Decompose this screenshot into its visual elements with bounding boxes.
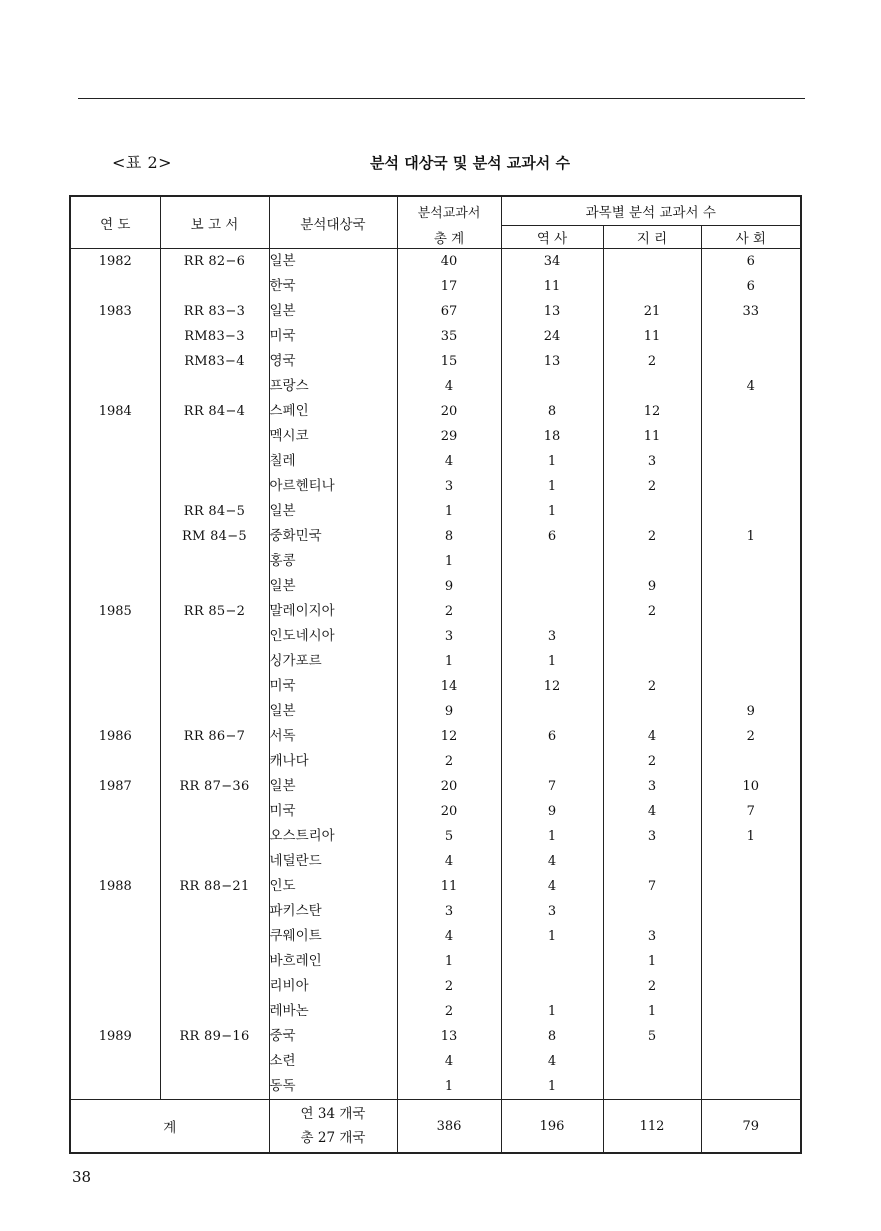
cell-total: 1: [397, 949, 501, 974]
cell-geography: 1: [603, 949, 701, 974]
cell-country: 동독: [269, 1074, 397, 1100]
cell-report: RR 85−2: [160, 599, 269, 624]
cell-total: 5: [397, 824, 501, 849]
cell-geography: [603, 374, 701, 399]
cell-social: 33: [701, 299, 801, 324]
cell-year: [70, 649, 160, 674]
footer-total: 386: [397, 1100, 501, 1154]
cell-history: 6: [501, 724, 603, 749]
cell-social: [701, 574, 801, 599]
cell-total: 4: [397, 1049, 501, 1074]
cell-report: [160, 849, 269, 874]
cell-geography: [603, 549, 701, 574]
cell-report: [160, 624, 269, 649]
cell-social: [701, 874, 801, 899]
cell-history: [501, 949, 603, 974]
cell-social: [701, 624, 801, 649]
cell-country: 인도: [269, 874, 397, 899]
header-textbooks-top: 분석교과서: [397, 196, 501, 226]
cell-total: 3: [397, 899, 501, 924]
cell-country: 일본: [269, 699, 397, 724]
table-row: [70, 974, 801, 999]
cell-history: [501, 574, 603, 599]
cell-report: [160, 274, 269, 299]
cell-year: 1982: [70, 249, 160, 275]
cell-report: [160, 424, 269, 449]
cell-total: 1: [397, 549, 501, 574]
table-row: [70, 449, 801, 474]
cell-year: 1983: [70, 299, 160, 324]
cell-year: [70, 949, 160, 974]
cell-history: 4: [501, 1049, 603, 1074]
cell-country: 한국: [269, 274, 397, 299]
table-row: [70, 749, 801, 774]
cell-country: 싱가포르: [269, 649, 397, 674]
cell-country: 일본: [269, 574, 397, 599]
cell-total: 29: [397, 424, 501, 449]
cell-history: [501, 374, 603, 399]
table-row: [70, 999, 801, 1024]
cell-report: RM 84−5: [160, 524, 269, 549]
cell-report: [160, 474, 269, 499]
cell-country: 미국: [269, 674, 397, 699]
cell-history: 1: [501, 1074, 603, 1100]
textbook-analysis-table: [69, 195, 802, 1154]
cell-year: [70, 274, 160, 299]
header-textbooks-bottom: 총 계: [397, 226, 501, 249]
cell-report: [160, 799, 269, 824]
cell-total: 13: [397, 1024, 501, 1049]
cell-geography: 2: [603, 524, 701, 549]
cell-social: [701, 999, 801, 1024]
header-geography: 지 리: [603, 226, 701, 249]
cell-social: [701, 849, 801, 874]
cell-year: [70, 324, 160, 349]
cell-social: [701, 449, 801, 474]
cell-social: 1: [701, 824, 801, 849]
cell-country: 소련: [269, 1049, 397, 1074]
cell-total: 8: [397, 524, 501, 549]
cell-year: [70, 424, 160, 449]
cell-report: RM83−4: [160, 349, 269, 374]
cell-country: 중국: [269, 1024, 397, 1049]
cell-history: 6: [501, 524, 603, 549]
cell-report: [160, 449, 269, 474]
table-row: [70, 899, 801, 924]
cell-country: 미국: [269, 324, 397, 349]
header-history: 역 사: [501, 226, 603, 249]
cell-history: 11: [501, 274, 603, 299]
cell-country: 쿠웨이트: [269, 924, 397, 949]
cell-geography: [603, 624, 701, 649]
table-row: [70, 599, 801, 624]
cell-total: 2: [397, 974, 501, 999]
cell-country: 오스트리아: [269, 824, 397, 849]
cell-geography: [603, 649, 701, 674]
cell-year: [70, 1074, 160, 1100]
cell-geography: 4: [603, 724, 701, 749]
cell-total: 9: [397, 699, 501, 724]
cell-geography: [603, 699, 701, 724]
cell-geography: 2: [603, 349, 701, 374]
header-social: 사 회: [701, 226, 801, 249]
cell-year: 1986: [70, 724, 160, 749]
cell-social: [701, 924, 801, 949]
cell-geography: 2: [603, 599, 701, 624]
cell-total: 20: [397, 799, 501, 824]
cell-year: [70, 549, 160, 574]
cell-history: 13: [501, 299, 603, 324]
table-row: [70, 799, 801, 824]
cell-geography: [603, 849, 701, 874]
cell-geography: [603, 1049, 701, 1074]
table-row: [70, 849, 801, 874]
cell-history: 1: [501, 499, 603, 524]
cell-country: 일본: [269, 774, 397, 799]
cell-country: 말레이지아: [269, 599, 397, 624]
cell-country: 멕시코: [269, 424, 397, 449]
cell-report: RR 82−6: [160, 249, 269, 275]
cell-country: 파키스탄: [269, 899, 397, 924]
cell-history: 13: [501, 349, 603, 374]
cell-history: 9: [501, 799, 603, 824]
cell-country: 일본: [269, 499, 397, 524]
table-row: [70, 474, 801, 499]
cell-history: 3: [501, 624, 603, 649]
cell-geography: 2: [603, 974, 701, 999]
cell-total: 2: [397, 599, 501, 624]
cell-country: 칠레: [269, 449, 397, 474]
cell-total: 11: [397, 874, 501, 899]
table-row: [70, 349, 801, 374]
cell-country: 서독: [269, 724, 397, 749]
cell-geography: [603, 499, 701, 524]
cell-history: 1: [501, 824, 603, 849]
cell-country: 일본: [269, 249, 397, 275]
table-row: [70, 399, 801, 424]
page-number: 38: [72, 1168, 92, 1186]
cell-history: 3: [501, 899, 603, 924]
cell-history: 18: [501, 424, 603, 449]
cell-total: 15: [397, 349, 501, 374]
cell-geography: [603, 274, 701, 299]
cell-total: 40: [397, 249, 501, 275]
cell-year: [70, 1049, 160, 1074]
cell-history: [501, 974, 603, 999]
cell-report: [160, 1049, 269, 1074]
table-footer: [70, 1100, 801, 1154]
cell-year: [70, 749, 160, 774]
table-body: [70, 249, 801, 1100]
cell-history: 24: [501, 324, 603, 349]
footer-country-line1: 연 34 개국: [300, 1106, 366, 1122]
cell-social: [701, 1074, 801, 1100]
cell-geography: 21: [603, 299, 701, 324]
header-report: 보 고 서: [160, 196, 269, 249]
cell-social: [701, 974, 801, 999]
table-row: [70, 424, 801, 449]
cell-year: [70, 824, 160, 849]
table-row: [70, 624, 801, 649]
cell-year: [70, 899, 160, 924]
cell-report: [160, 824, 269, 849]
cell-total: 4: [397, 374, 501, 399]
table-row: [70, 274, 801, 299]
cell-geography: 3: [603, 924, 701, 949]
cell-social: [701, 399, 801, 424]
cell-report: [160, 1074, 269, 1100]
cell-year: [70, 674, 160, 699]
footer-country-line2: 총 27 개국: [300, 1130, 366, 1146]
cell-geography: 4: [603, 799, 701, 824]
cell-country: 프랑스: [269, 374, 397, 399]
cell-social: [701, 949, 801, 974]
cell-year: [70, 624, 160, 649]
footer-country-count: [269, 1100, 397, 1154]
cell-country: 바흐레인: [269, 949, 397, 974]
table-row: [70, 674, 801, 699]
cell-history: 34: [501, 249, 603, 275]
cell-social: [701, 649, 801, 674]
cell-year: [70, 449, 160, 474]
cell-history: [501, 599, 603, 624]
cell-total: 2: [397, 749, 501, 774]
cell-total: 3: [397, 474, 501, 499]
cell-country: 미국: [269, 799, 397, 824]
cell-geography: 3: [603, 774, 701, 799]
table-row: [70, 499, 801, 524]
cell-report: [160, 999, 269, 1024]
table-row: [70, 1024, 801, 1049]
table-row: [70, 374, 801, 399]
cell-geography: 2: [603, 674, 701, 699]
cell-geography: 7: [603, 874, 701, 899]
cell-report: [160, 899, 269, 924]
table-row: [70, 724, 801, 749]
cell-geography: [603, 249, 701, 275]
table-row: [70, 1074, 801, 1100]
cell-history: 4: [501, 874, 603, 899]
cell-report: [160, 974, 269, 999]
cell-country: 아르헨티나: [269, 474, 397, 499]
table-row: [70, 524, 801, 549]
cell-year: 1988: [70, 874, 160, 899]
cell-history: 1: [501, 999, 603, 1024]
cell-country: 인도네시아: [269, 624, 397, 649]
table-row: [70, 249, 801, 275]
table-row: [70, 924, 801, 949]
cell-report: RM83−3: [160, 324, 269, 349]
cell-report: RR 88−21: [160, 874, 269, 899]
table-row: [70, 824, 801, 849]
cell-total: 3: [397, 624, 501, 649]
cell-social: 9: [701, 699, 801, 724]
cell-history: 1: [501, 649, 603, 674]
cell-history: 12: [501, 674, 603, 699]
cell-country: 스페인: [269, 399, 397, 424]
cell-social: [701, 1024, 801, 1049]
cell-history: 1: [501, 924, 603, 949]
cell-report: [160, 649, 269, 674]
cell-report: RR 84−5: [160, 499, 269, 524]
cell-total: 4: [397, 849, 501, 874]
cell-history: 8: [501, 1024, 603, 1049]
cell-total: 20: [397, 399, 501, 424]
cell-country: 리비아: [269, 974, 397, 999]
cell-total: 1: [397, 1074, 501, 1100]
table-caption-label: <표 2>: [112, 153, 173, 172]
cell-year: [70, 499, 160, 524]
cell-report: RR 89−16: [160, 1024, 269, 1049]
cell-social: [701, 324, 801, 349]
cell-total: 17: [397, 274, 501, 299]
cell-geography: 3: [603, 824, 701, 849]
table-row: [70, 1049, 801, 1074]
cell-social: [701, 549, 801, 574]
cell-report: [160, 699, 269, 724]
cell-geography: 2: [603, 474, 701, 499]
header-year: 연 도: [70, 196, 160, 249]
cell-social: 4: [701, 374, 801, 399]
cell-geography: 5: [603, 1024, 701, 1049]
table-row: [70, 874, 801, 899]
cell-report: RR 84−4: [160, 399, 269, 424]
cell-year: [70, 374, 160, 399]
cell-total: 67: [397, 299, 501, 324]
cell-total: 20: [397, 774, 501, 799]
table-row: [70, 949, 801, 974]
cell-report: RR 83−3: [160, 299, 269, 324]
cell-social: 2: [701, 724, 801, 749]
header-country: 분석대상국: [269, 196, 397, 249]
table-row: [70, 699, 801, 724]
cell-country: 영국: [269, 349, 397, 374]
cell-geography: 11: [603, 424, 701, 449]
cell-year: [70, 974, 160, 999]
cell-geography: 12: [603, 399, 701, 424]
cell-report: [160, 374, 269, 399]
cell-history: 1: [501, 449, 603, 474]
table-row: [70, 649, 801, 674]
cell-report: [160, 949, 269, 974]
top-rule: [78, 98, 805, 99]
footer-social: 79: [701, 1100, 801, 1154]
cell-geography: 9: [603, 574, 701, 599]
cell-year: [70, 349, 160, 374]
cell-social: [701, 674, 801, 699]
cell-report: [160, 924, 269, 949]
cell-total: 4: [397, 924, 501, 949]
cell-geography: 3: [603, 449, 701, 474]
cell-year: [70, 799, 160, 824]
cell-year: 1987: [70, 774, 160, 799]
table-row: [70, 774, 801, 799]
cell-country: 일본: [269, 299, 397, 324]
table-caption-title: 분석 대상국 및 분석 교과서 수: [370, 154, 570, 172]
cell-report: RR 87−36: [160, 774, 269, 799]
cell-report: [160, 674, 269, 699]
cell-total: 1: [397, 499, 501, 524]
cell-country: 레바논: [269, 999, 397, 1024]
cell-social: 6: [701, 274, 801, 299]
cell-year: [70, 524, 160, 549]
cell-geography: [603, 1074, 701, 1100]
cell-social: [701, 749, 801, 774]
footer-label: 계: [70, 1100, 269, 1154]
cell-history: 8: [501, 399, 603, 424]
cell-social: [701, 1049, 801, 1074]
cell-year: 1985: [70, 599, 160, 624]
cell-geography: 2: [603, 749, 701, 774]
table-row: [70, 324, 801, 349]
cell-social: [701, 349, 801, 374]
cell-report: [160, 574, 269, 599]
cell-history: [501, 749, 603, 774]
cell-social: 1: [701, 524, 801, 549]
table-header: [70, 196, 801, 249]
cell-history: 1: [501, 474, 603, 499]
cell-report: RR 86−7: [160, 724, 269, 749]
cell-geography: 11: [603, 324, 701, 349]
cell-year: [70, 849, 160, 874]
cell-social: 7: [701, 799, 801, 824]
cell-total: 4: [397, 449, 501, 474]
cell-total: 12: [397, 724, 501, 749]
cell-year: [70, 699, 160, 724]
cell-social: [701, 899, 801, 924]
cell-year: [70, 574, 160, 599]
cell-total: 35: [397, 324, 501, 349]
cell-geography: 1: [603, 999, 701, 1024]
footer-history: 196: [501, 1100, 603, 1154]
cell-year: 1984: [70, 399, 160, 424]
cell-social: [701, 424, 801, 449]
cell-country: 네덜란드: [269, 849, 397, 874]
cell-social: [701, 474, 801, 499]
cell-total: 14: [397, 674, 501, 699]
cell-history: [501, 549, 603, 574]
cell-total: 9: [397, 574, 501, 599]
cell-social: 10: [701, 774, 801, 799]
table-row: [70, 549, 801, 574]
cell-total: 2: [397, 999, 501, 1024]
cell-year: [70, 924, 160, 949]
cell-geography: [603, 899, 701, 924]
cell-country: 중화민국: [269, 524, 397, 549]
cell-social: [701, 599, 801, 624]
cell-report: [160, 749, 269, 774]
cell-year: [70, 999, 160, 1024]
footer-geography: 112: [603, 1100, 701, 1154]
cell-total: 1: [397, 649, 501, 674]
cell-history: 7: [501, 774, 603, 799]
cell-year: [70, 474, 160, 499]
cell-social: [701, 499, 801, 524]
cell-social: 6: [701, 249, 801, 275]
cell-country: 캐나다: [269, 749, 397, 774]
table-row: [70, 299, 801, 324]
cell-year: 1989: [70, 1024, 160, 1049]
header-subject-group: 과목별 분석 교과서 수: [501, 196, 801, 226]
cell-history: [501, 699, 603, 724]
cell-country: 홍콩: [269, 549, 397, 574]
cell-report: [160, 549, 269, 574]
cell-history: 4: [501, 849, 603, 874]
table-row: [70, 574, 801, 599]
